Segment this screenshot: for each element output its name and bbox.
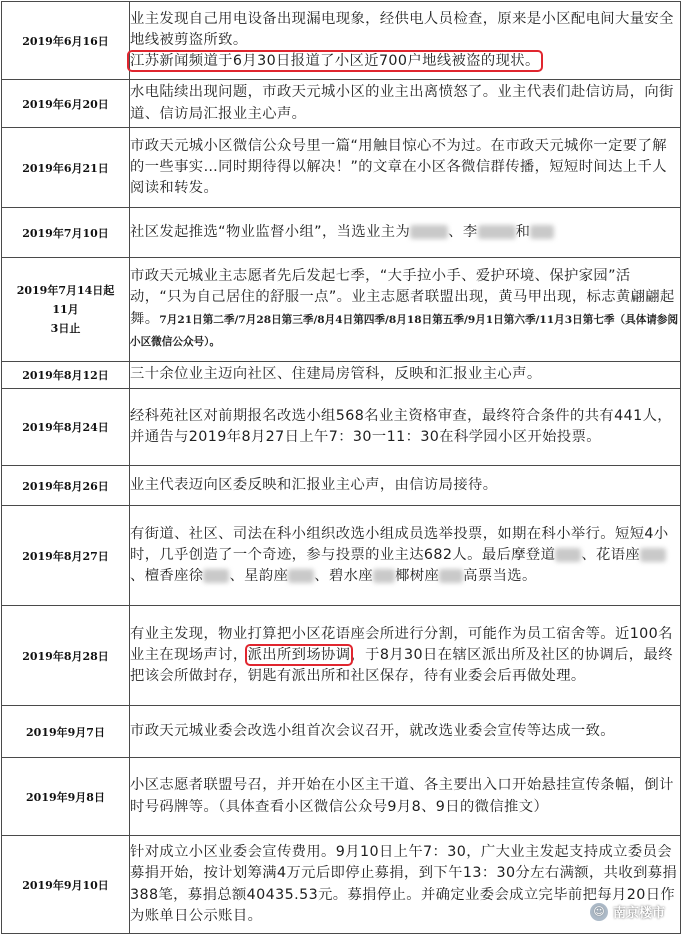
- event-cell: 市政天元城业委会改选小组首次会议召开，就改选业委会宣传等达成一致。: [130, 706, 681, 758]
- redacted-name: [530, 225, 554, 239]
- redacted-name: [555, 548, 581, 562]
- event-text: 、李: [448, 223, 478, 240]
- timeline-table: [1, 1, 681, 934]
- table-row: [2, 836, 681, 934]
- event-text: 有街道、社区、司法在科小组织改选小组成员选举投票，如期在科小举行。短短4小时，几乎创造了一个奇迹，参与投票的业主达682人。最后摩登道: [130, 525, 669, 563]
- event-cell: 三十余位业主迈向社区、住建局房管科，反映和汇报业主心声。: [130, 362, 681, 389]
- table-row: [2, 466, 681, 506]
- date-cell: 2019年6月16日: [2, 2, 130, 80]
- highlight-box: 江苏新闻频道于6月30日报道了小区近700户地线被盗的现状。: [130, 53, 540, 70]
- event-text: 、花语座: [581, 546, 641, 563]
- event-text: ，于8月30日在辖区派出所及社区的协调后，最终把该会所做封存，钥匙有派出所和社区保存，待有业委会后再做处理。: [130, 646, 673, 685]
- event-cell: 水电陆续出现问题，市政天元城小区的业主出离愤怒了。业主代表们赴信访局，向街道、信访局汇报业主心声。: [130, 80, 681, 128]
- date-cell: 2019年8月27日: [2, 506, 130, 606]
- event-cell: [130, 258, 681, 362]
- event-cell: 经科苑社区对前期报名改选小组568名业主资格审查，最终符合条件的共有441人，并通告与2019年8月27日上午7：30一11：30在科学园小区开始投票。: [130, 389, 681, 466]
- event-cell: 小区志愿者联盟号召，并开始在小区主干道、各主要出入口开始悬挂宣传条幅，倒计时号码牌等。（具体查看小区微信公众号9月8、9日的微信推文）: [130, 758, 681, 836]
- event-cell: 针对成立小区业委会宣传费用。9月10日上午7：30，广大业主发起支持成立委员会募捐开始，按计划筹满4万元后即停止募捐，到下午13：30分左右满额，共收到募捐388笔，募捐总额40435.53元。募捐停止。并确定业委会成立完毕前把每月20日作为账单日公示账目。: [130, 836, 681, 934]
- season-note: 7月21日第二季/7月28日第三季/8月4日第四季/8月18日第五季/9月1日第六季/11月3日第七季（具体请参阅小区微信公众号）。: [130, 313, 679, 348]
- redacted-name: [373, 569, 395, 583]
- date-cell: [2, 258, 130, 362]
- highlight-box: 派出所到场协调: [247, 646, 351, 663]
- watermark-text: 南京楼市: [612, 906, 665, 921]
- watermark: [590, 902, 665, 921]
- redacted-name: [288, 569, 314, 583]
- date-cell: 2019年9月7日: [2, 706, 130, 758]
- table-row: [2, 606, 681, 706]
- event-cell: [130, 606, 681, 706]
- event-text: 、星韵座: [229, 568, 289, 585]
- table-row: [2, 706, 681, 758]
- table-row: [2, 208, 681, 258]
- date-cell: 2019年9月10日: [2, 836, 130, 934]
- date-line: 11月: [52, 303, 79, 316]
- date-cell: 2019年6月20日: [2, 80, 130, 128]
- event-text: 市政天元城业主志愿者先后发起七季，“大手拉小手、爱护环境、保护家园”活动，“只为自己居住的舒服一点”。业主志愿者联盟出现，黄马甲出现，标志黄翩翩起舞。: [130, 267, 675, 327]
- date-cell: 2019年6月21日: [2, 128, 130, 208]
- date-cell: 2019年8月28日: [2, 606, 130, 706]
- event-text: 、檀香座徐: [130, 568, 204, 585]
- table-row: [2, 758, 681, 836]
- date-cell: 2019年7月10日: [2, 208, 130, 258]
- event-text: 和: [515, 223, 531, 240]
- date-line: 2019年7月14日起: [16, 284, 115, 297]
- event-text: 高票当选。: [463, 568, 537, 585]
- table-row: [2, 362, 681, 389]
- event-cell: 市政天元城小区微信公众号里一篇“用触目惊心不为过。在市政天元城你一定要了解的一些事实…同时期待得以解决！”的文章在小区各微信群传播，短短时间达上千人阅读和转发。: [130, 128, 681, 208]
- event-text: 业主发现自己用电设备出现漏电现象，经供电人员检查，原来是小区配电间大量安全地线被剪盗所致。: [130, 10, 674, 48]
- event-text: 、碧水座: [314, 568, 374, 585]
- wechat-logo-icon: ☺: [590, 903, 608, 921]
- event-cell: [130, 208, 681, 258]
- redacted-name: [410, 225, 448, 239]
- redacted-name: [439, 569, 463, 583]
- redacted-name: [478, 225, 516, 239]
- redacted-name: [640, 548, 666, 562]
- event-cell: [130, 506, 681, 606]
- table-row: [2, 80, 681, 128]
- event-text: 椰树座: [395, 568, 440, 585]
- table-row: [2, 128, 681, 208]
- table-row: [2, 2, 681, 80]
- date-cell: 2019年8月26日: [2, 466, 130, 506]
- table-row: [2, 258, 681, 362]
- date-cell: 2019年9月8日: [2, 758, 130, 836]
- date-cell: 2019年8月24日: [2, 389, 130, 466]
- event-text: 社区发起推选“物业监督小组”，当选业主为: [130, 223, 411, 240]
- date-cell: 2019年8月12日: [2, 362, 130, 389]
- table-row: [2, 506, 681, 606]
- event-cell: [130, 2, 681, 80]
- event-text: 有业主发现，物业打算把小区花语座会所进行分割，可能作为员工宿舍等。近100名业主在现场声讨，: [130, 625, 673, 663]
- table-row: [2, 389, 681, 466]
- redacted-name: [203, 569, 229, 583]
- date-line: 3日止: [50, 322, 81, 335]
- event-cell: 业主代表迈向区委反映和汇报业主心声，由信访局接待。: [130, 466, 681, 506]
